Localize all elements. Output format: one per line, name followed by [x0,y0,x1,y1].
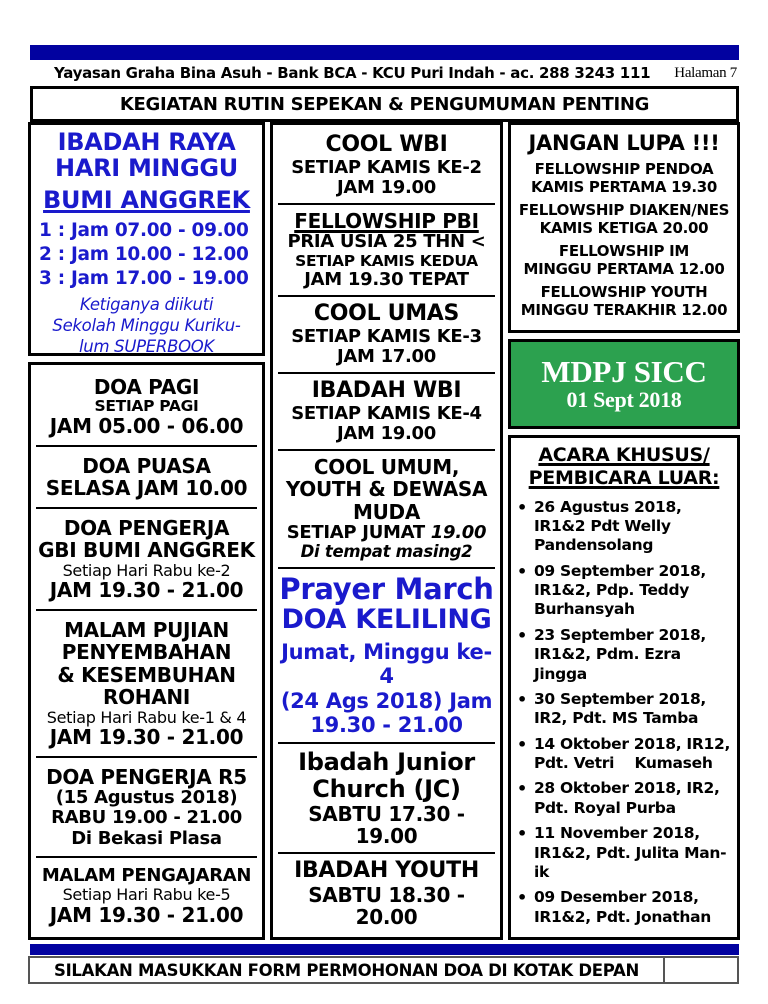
section-line: DOA PENGERJA [63,515,230,540]
bullet-icon: • [517,824,527,844]
page-number: Halaman 7 [674,64,737,81]
section-line: SETIAP KAMIS KEDUA [295,251,478,270]
section-line: COOL UMUM, [313,455,460,480]
section-prayer-march [273,569,500,742]
reminder-item [513,160,735,196]
section-line: DOA PENGERJA R5 [46,764,247,789]
worship-note-line: Sekolah Minggu Kuriku- [52,316,241,336]
reminder-items [513,160,735,319]
section-line: DOA KELILING [281,604,492,636]
sunday-worship-box [28,122,265,356]
section-line: JAM 19.00 [336,422,437,444]
worship-times [33,219,260,291]
section-line: JAM 05.00 - 06.00 [49,414,244,439]
section-line: & KESEMBUHAN [57,662,236,687]
reminder-box [508,122,740,333]
section-line: DOA PUASA [82,453,211,478]
section-line: PENYEMBAHAN [61,640,232,665]
section-divider [36,756,257,758]
section-line: JAM 19.30 - 21.00 [49,902,244,927]
section-line: ROHANI [103,685,190,710]
speaker-item [517,734,736,774]
speaker-item-text: 30 September 2018, IR2, Pdt. MS Tamba [533,689,712,728]
reminder-item-line: FELLOWSHIP DIAKEN/NES [518,201,730,219]
worship-time: 1 : Jam 07.00 - 09.00 [39,220,249,242]
reminder-item [513,201,735,237]
section-line: YOUTH & DEWASA [285,477,488,502]
section-malam-pengajaran [31,861,262,931]
bullet-icon: • [517,779,527,799]
event-banner [508,339,740,429]
worship-title-line1: IBADAH RAYA [57,128,236,156]
speaker-item-text: 09 Desember 2018, IR1&2, Pdt. Jonathan [533,888,712,926]
section-line: Di tempat masing2 [300,542,473,562]
section-ibadah-wbi [273,374,500,449]
reminder-item [513,242,735,278]
top-navy-bar [30,45,739,60]
section-line: SABTU 18.30 - 20.00 [308,883,465,930]
section-line: SELASA JAM 10.00 [45,476,248,501]
section-line: MALAM PENGAJARAN [41,864,252,886]
bullet-icon: • [517,888,527,908]
section-line: MUDA [352,499,421,524]
bullet-icon: • [517,497,527,517]
title-box [30,86,739,122]
worship-title-line2: HARI MINGGU [55,154,238,183]
section-cool-umas [273,297,500,372]
section-line: Setiap Hari Rabu ke-1 & 4 [46,707,247,727]
section-line: 19.30 - 21.00 [310,712,463,737]
bottom-navy-bar [30,944,739,955]
worship-note-line: lum SUPERBOOK [79,336,214,356]
section-line: (24 Ags 2018) Jam [280,688,493,713]
right-column [508,122,740,940]
section-line: PRIA USIA 25 THN < [287,231,486,253]
worship-venue: BUMI ANGGREK [43,185,250,214]
section-ibadah-youth [273,854,500,933]
reminder-item-line: MINGGU PERTAMA 12.00 [523,260,725,278]
section-cool-wbi [273,128,500,203]
section-line: DOA PAGI [93,374,200,399]
speaker-item-text: 23 September 2018, IR1&2, Pdm. Ezra Jingga [533,625,712,683]
middle-column [270,122,503,940]
section-line: IBADAH YOUTH [294,858,479,884]
section-line: COOL UMAS [313,301,460,327]
section-line: GBI BUMI ANGGREK [38,538,255,563]
speaker-item-text: 14 Oktober 2018, IR12, Pdt. Vetri Kumaseh [533,734,736,773]
content-columns [28,122,740,936]
bullet-icon: • [517,561,527,581]
section-junior-church [273,744,500,853]
section-line: IBADAH WBI [311,378,462,404]
section-divider [36,507,257,509]
header-row [30,61,739,85]
footer-empty-cell [663,958,737,982]
bullet-icon: • [517,734,527,754]
speaker-item-text: 09 September 2018, IR1&2, Pdp. Teddy Burhansyah [533,561,712,619]
bullet-icon: • [517,689,527,709]
section-line: Setiap Hari Rabu ke-5 [62,885,231,905]
worship-time: 2 : Jam 10.00 - 12.00 [39,244,249,266]
section-line: FELLOWSHIP PBI [294,208,479,233]
weekly-activities-box [270,122,503,940]
reminder-item-line: FELLOWSHIP YOUTH [540,283,708,301]
section-line: JAM 19.30 - 21.00 [49,725,244,750]
page-title: KEGIATAN RUTIN SEPEKAN & PENGUMUMAN PENTING [119,93,650,115]
section-line: JAM 19.30 - 21.00 [49,578,244,603]
section-doa-pagi [31,371,262,443]
section-line-part: 19.00 [430,522,487,544]
section-divider [36,445,257,447]
section-fellowship-pbi [273,205,500,295]
section-line: RABU 19.00 - 21.00 [51,807,242,829]
section-line: JAM 19.00 [336,176,437,198]
section-malam-pujian [31,614,262,754]
section-line: MALAM PUJIAN [64,617,229,642]
reminder-item [513,283,735,319]
speaker-item [517,498,733,556]
section-line: SABTU 17.30 - 19.00 [308,801,465,849]
speaker-item [517,824,733,882]
reminder-item-line: KAMIS KETIGA 20.00 [539,219,709,237]
speaker-item [517,626,733,684]
section-cool-umum [273,451,500,567]
speaker-item [517,779,733,818]
section-line: SETIAP KAMIS KE-4 [291,402,482,424]
organization-header: Yayasan Graha Bina Asuh - Bank BCA - KCU Puri Indah - ac. 288 3243 111 [54,64,651,82]
section-line: Ibadah Junior [298,747,475,776]
section-line: SETIAP KAMIS KE-2 [291,156,482,178]
section-divider [36,609,257,611]
reminder-item-line: FELLOWSHIP IM [558,242,690,260]
section-line: (15 Agustus 2018) [55,787,238,809]
event-name: MDPJ SICC [541,353,707,389]
special-heading-line1: ACARA KHUSUS/ [538,444,710,466]
section-line: Church (JC) [312,774,461,803]
left-column [28,122,265,940]
section-line: Setiap Hari Rabu ke-2 [62,560,231,580]
section-line: Prayer March [279,571,494,606]
reminder-item-line: FELLOWSHIP PENDOA [534,160,714,178]
section-line: COOL WBI [325,132,448,158]
section-divider [36,856,257,858]
worship-note [33,295,260,356]
section-line-part: SETIAP JUMAT [286,522,431,544]
bullet-icon: • [517,625,527,645]
speaker-item [517,562,733,620]
speaker-item-text: 11 November 2018, IR1&2, Pdt. Julita Man-ik [533,824,727,881]
special-heading-line2: PEMBICARA LUAR: [528,466,720,489]
reminder-title: JANGAN LUPA !!! [528,131,720,155]
speaker-item [517,888,733,927]
section-line [275,523,498,543]
section-line: Di Bekasi Plasa [71,827,222,849]
section-line: JAM 17.00 [336,345,437,367]
section-line: SETIAP KAMIS KE-3 [291,325,482,347]
section-line: SETIAP PAGI [94,396,199,415]
reminder-item-line: MINGGU TERAKHIR 12.00 [520,301,728,319]
speaker-item-text: 26 Agustus 2018, IR1&2 Pdt Welly Pandensolang [533,497,687,555]
reminder-item-line: KAMIS PERTAMA 19.30 [530,178,718,196]
speaker-item [517,690,733,729]
section-line: Jumat, Minggu ke-4 [281,640,492,689]
section-line: JAM 19.30 TEPAT [304,268,469,290]
special-events-box [508,435,740,940]
event-date: 01 Sept 2018 [566,387,682,413]
footer-box [28,956,739,984]
section-doa-puasa [31,450,262,505]
worship-note-line: Ketiganya diikuti [79,295,214,315]
section-doa-pengerja-r5 [31,761,262,854]
worship-time: 3 : Jam 17.00 - 19.00 [39,268,249,290]
prayer-schedule-box [28,362,265,940]
footer-message: SILAKAN MASUKKAN FORM PERMOHONAN DOA DI KOTAK DEPAN [54,960,639,980]
speaker-list [515,497,736,928]
speaker-item-text: 28 Oktober 2018, IR2, Pdt. Royal Purba [533,779,725,817]
section-doa-pengerja-gbi [31,512,262,607]
